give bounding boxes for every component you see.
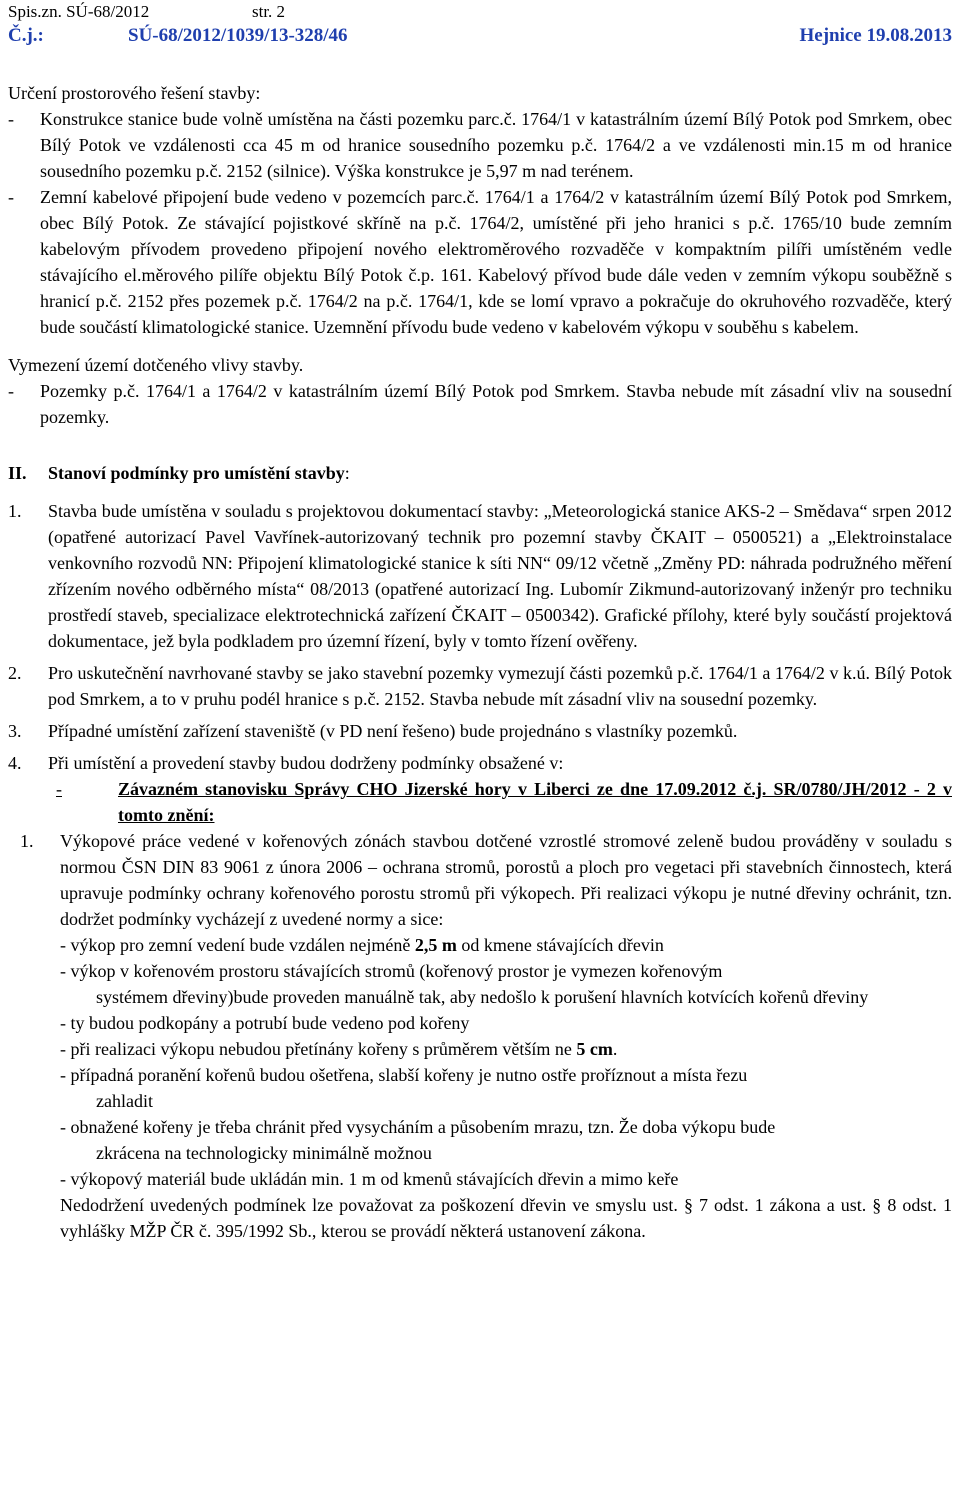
- urceni-heading: Určení prostorového řešení stavby:: [8, 83, 261, 103]
- closing-text: Nedodržení uvedených podmínek lze považovat za poškození dřevin ve smyslu ust. § 7 odst. 1 zákona a ust. § 8 odst. 1 vyhlášky MŽP ČR č. 395/1992 Sb., kterou se provádí některá ustanovení zákona.: [60, 1195, 952, 1241]
- document-body: [8, 80, 952, 1244]
- file-reference: [8, 2, 286, 22]
- bullet-item: - případná poranění kořenů budou ošetřena, slabší kořeny je nutno ostře proříznout a místa řezu zahladit: [60, 1065, 748, 1111]
- condition-item: 3. Případné umístění zařízení staveniště (v PD není řešeno) bude projednáno s vlastníky pozemků.: [8, 721, 738, 741]
- section-ii-title: Stanoví podmínky pro umístění stavby: [48, 463, 345, 483]
- bullet-item: - ty budou podkopány a potrubí bude vedeno pod kořeny: [60, 1013, 470, 1033]
- urceni-item: - Zemní kabelové připojení bude vedeno v pozemcích parc.č. 1764/1 a 1764/2 v katastrálním území Bílý Potok pod Smrkem, obec Bílý Potok. Ze stávající pojistkové skříně na p.č. 1764/2, umístěné při jeho hranici s p.č. 1765/10 bude zemním kabelovým přívodem provedeno připojení nového elektroměrového rozvaděče v kompaktním pilíři umístěném vedle stávajícího el.měrového pilíře objektu Bílý Potok č.p. 161. Kabelový přívod bude dále veden v zemním výkopu souběžně s hranicí p.č. 2152 přes pozemek p.č. 1764/2 na p.č. 1764/1, kde se lomí vpravo a pokračuje do okruhového rozvaděče, který bude součástí klimatologické stanice. Uzemnění přívodu bude vedeno v kabelovém výkopu v souběhu s kabelem.: [8, 187, 952, 337]
- condition-item: 4. Při umístění a provedení stavby budou dodrženy podmínky obsažené v:: [8, 753, 564, 773]
- place-date: Hejnice 19.08.2013: [799, 25, 952, 46]
- section-ii-heading: II. Stanoví podmínky pro umístění stavby:: [8, 463, 350, 483]
- bullet-item: - výkop v kořenovém prostoru stávajících stromů (kořenový prostor je vymezen kořenovým systémem dřeviny)bude proveden manuálně tak, aby nedošlo k porušení hlavních kotvících kořenů dřeviny: [60, 961, 869, 1007]
- bullet-item: - obnažené kořeny je třeba chránit před vysycháním a působením mrazu, tzn. Že doba výkopu bude zkrácena na technologicky minimálně možnou: [60, 1117, 776, 1163]
- opinion-condition: 1. Výkopové práce vedené v kořenových zónách stavbou dotčené vzrostlé stromové zeleně budou prováděny v souladu s normou ČSN DIN 83 9061 z února 2006 – ochrana stromů, porostů a ploch pro vegetaci při stavebních činnostech, která upravuje podmínky ochrany kořenového porostu stromů při výkopech. Při realizaci výkopu je nutné dřeviny ochránit, tzn. dodržet podmínky vycházejí z uvedené normy a sice:: [20, 831, 952, 929]
- urceni-item: - Konstrukce stanice bude volně umístěna na části pozemku parc.č. 1764/1 v katastrálním území Bílý Potok pod Smrkem, obec Bílý Potok ve vzdálenosti cca 45 m od hranice sousedního pozemku p.č. 1764/2 a ve vzdálenosti min.15 m od hranice sousedního pozemku p.č. 2152 (silnice). Výška konstrukce je 5,97 m nad terénem.: [8, 109, 952, 181]
- spis-number: Spis.zn. SÚ-68/2012: [8, 2, 150, 21]
- page-number: str. 2: [252, 2, 286, 21]
- vymezeni-heading: Vymezení území dotčeného vlivy stavby.: [8, 355, 304, 375]
- bullet-item: - při realizaci výkopu nebudou přetínány kořeny s průměrem větším ne 5 cm.: [60, 1039, 618, 1059]
- vymezeni-item: - Pozemky p.č. 1764/1 a 1764/2 v katastrálním území Bílý Potok pod Smrkem. Stavba nebude mít zásadní vliv na sousední pozemky.: [8, 381, 952, 427]
- bullet-item: - výkopový materiál bude ukládán min. 1 m od kmenů stávajících dřevin a mimo keře: [60, 1169, 679, 1189]
- opinion-reference: - Závazném stanovisku Správy CHO Jizerské hory v Liberci ze dne 17.09.2012 č.j. SR/0780/JH/2012 - 2 v tomto znění:: [56, 779, 952, 825]
- bullet-item: - výkop pro zemní vedení bude vzdálen nejméně 2,5 m od kmene stávajících dřevin: [60, 935, 664, 955]
- cj-label: Č.j.:: [8, 25, 44, 46]
- condition-item: 1. Stavba bude umístěna v souladu s projektovou dokumentací stavby: „Meteorologická stanice AKS-2 – Smědava“ srpen 2012 (opatřené autorizací Pavel Vavřínek-autorizovaný technik pro pozemní stavby ČKAIT – 0500521) a „Elektroinstalace venkovního rozvodů NN: Připojení klimatologické stanice k síti NN“ 09/12 včetně „Změny PD: náhrada podružného měření zřízením nového odběrného místa“ 08/2013 (opatřené autorizací Ing. Lubomír Zikmund-autorizovaný inženýr pro techniku prostředí staveb, specializace elektrotechnická zařízení ČKAIT – 0500342). Grafické přílohy, které byly součástí projektová dokumentace, jež byla podkladem pro územní řízení, byly v tomto řízení ověřeny.: [8, 501, 952, 651]
- condition-bullets: [8, 932, 952, 1192]
- condition-item: 2. Pro uskutečnění navrhované stavby se jako stavební pozemky vymezují části pozemků p.č. 1764/1 a 1764/2 v k.ú. Bílý Potok pod Smrkem, a to v pruhu podél hranice s p.č. 2152. Stavba nebude mít zásadní vliv na sousední pozemky.: [8, 663, 952, 709]
- cj-value: SÚ-68/2012/1039/13-328/46: [128, 25, 348, 46]
